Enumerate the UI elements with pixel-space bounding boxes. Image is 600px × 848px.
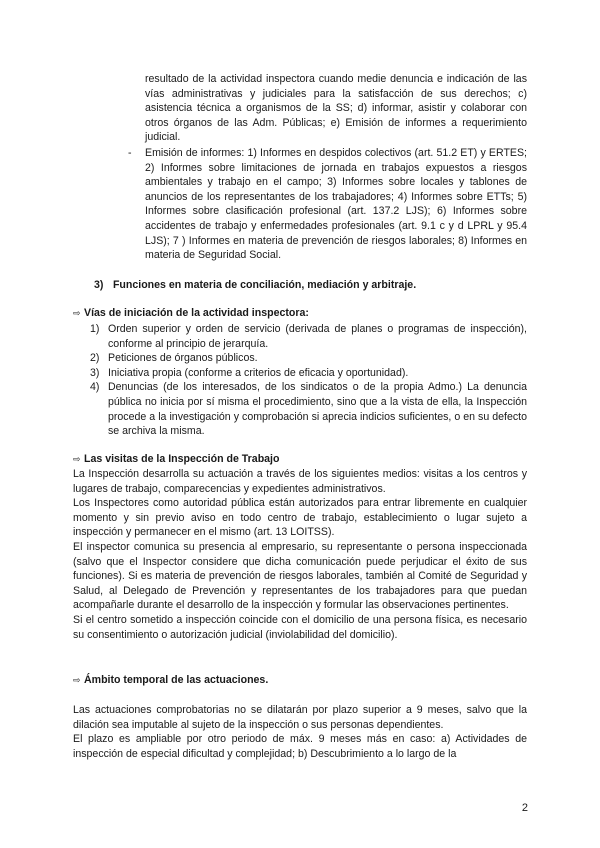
vias-list [90, 322, 527, 439]
dash-list-item [128, 146, 527, 263]
arrow-bullet-icon: ⇨ [73, 454, 81, 464]
page-number: 2 [521, 802, 528, 814]
ambito-title: Ámbito temporal de las actuaciones. [84, 674, 269, 686]
visitas-title: Las visitas de la Inspección de Trabajo [84, 453, 280, 465]
visitas-paragraph: Los Inspectores como autoridad pública están autorizados para entrar libremente en cualquier momento y sin previo aviso en todo centro de trabajo, establecimiento o lugar sujeto a inspección y permanecer en el mismo (art. 13 LOITSS). [73, 497, 527, 539]
list-item [90, 322, 527, 351]
list-item-number: 3) [90, 366, 100, 379]
section-3-title: Funciones en materia de conciliación, mediación y arbitraje. [112, 279, 417, 291]
vias-heading [73, 306, 527, 321]
list-item-text: Iniciativa propia (conforme a criterios de eficacia y oportunidad). [108, 366, 409, 379]
dash-marker: - [128, 147, 132, 159]
list-item [90, 380, 527, 438]
list-item-text: Peticiones de órganos públicos. [108, 352, 258, 365]
vias-title: Vías de iniciación de la actividad inspectora: [84, 307, 309, 319]
visitas-paragraph: Si el centro sometido a inspección coincide con el domicilio de una persona física, es necesario su consentimiento o autorización judicial (inviolabilidad del domicilio). [73, 613, 527, 641]
visitas-paragraph: El inspector comunica su presencia al empresario, su representante o persona inspeccionada (salvo que el Inspector considere que dicha comunicación puede perjudicar el éxito de sus funciones). Si es materia de prevención de riesgos laborales, también al Comité de Seguridad y Salud, al Delegado de Prevención y representantes de los trabajadores para que puedan acompañarle durante el desarrollo de la inspección y formular las observaciones pertinentes. [73, 540, 527, 612]
section-3-heading [94, 278, 524, 293]
ambito-heading [73, 673, 527, 688]
list-item-number: 2) [90, 352, 100, 365]
visitas-paragraph: La Inspección desarrolla su actuación a través de los siguientes medios: visitas a los centros y lugares de trabajo, comparecencias y expedientes administrativos. [73, 468, 527, 495]
list-item [90, 351, 527, 366]
list-item-text: Orden superior y orden de servicio (derivada de planes o programas de inspección), conforme al principio de jerarquía. [108, 323, 527, 350]
dash-item-text: Emisión de informes: 1) Informes en despidos colectivos (art. 51.2 ET) y ERTES; 2) Informes sobre limitaciones de jornada en trabajos expuestos a riesgos ambientales y trabajo en el campo; 3) Informes sobre locales y tablones de anuncios de los representantes de los trabajadores; 4) Informes sobre ETTs; 5) Informes sobre clasificación profesional (art. 137.2 LJS); 6) Informes sobre accidentes de trabajo y enfermedades profesionales (art. 9.1 c y d LPRL y 95.4 LJS); 7 ) Informes en materia de prevención de riesgos laborales; 8) Informes en materia de Seguridad Social. [145, 147, 527, 262]
visitas-heading [73, 452, 527, 467]
visitas-body [73, 467, 527, 642]
list-item-number: 1) [90, 323, 100, 335]
continuation-paragraph: resultado de la actividad inspectora cuando medie denuncia e indicación de las vías administrativas y judiciales para la satisfacción de sus derechos; c) asistencia técnica a organismos de la SS; d) informar, asistir y colaborar con otros órganos de las Adm. Públicas; e) Emisión de informes a requerimiento judicial. [145, 73, 527, 144]
ambito-paragraph: Las actuaciones comprobatorias no se dilatarán por plazo superior a 9 meses, salvo que la dilación sea imputable al sujeto de la inspección o sus personas dependientes. [73, 704, 527, 731]
arrow-bullet-icon: ⇨ [73, 308, 81, 318]
arrow-bullet-icon: ⇨ [73, 675, 81, 685]
ambito-paragraph: El plazo es ampliable por otro periodo de máx. 9 meses más en caso: a) Actividades de inspección de especial dificultad y complejidad; b) Descubrimiento a lo largo de la [73, 733, 527, 760]
ambito-body [73, 703, 527, 761]
section-3-number: 3) [94, 279, 104, 291]
list-item [90, 366, 527, 381]
list-item-number: 4) [90, 381, 100, 394]
list-item-text: Denuncias (de los interesados, de los sindicatos o de la propia Admo.) La denuncia pública no inicia por sí misma el procedimiento, sino que a la vista de ella, la Inspección procede a la investigación y comprobación si aprecia indicios suficientes, o en su defecto se archiva la misma. [108, 381, 527, 438]
